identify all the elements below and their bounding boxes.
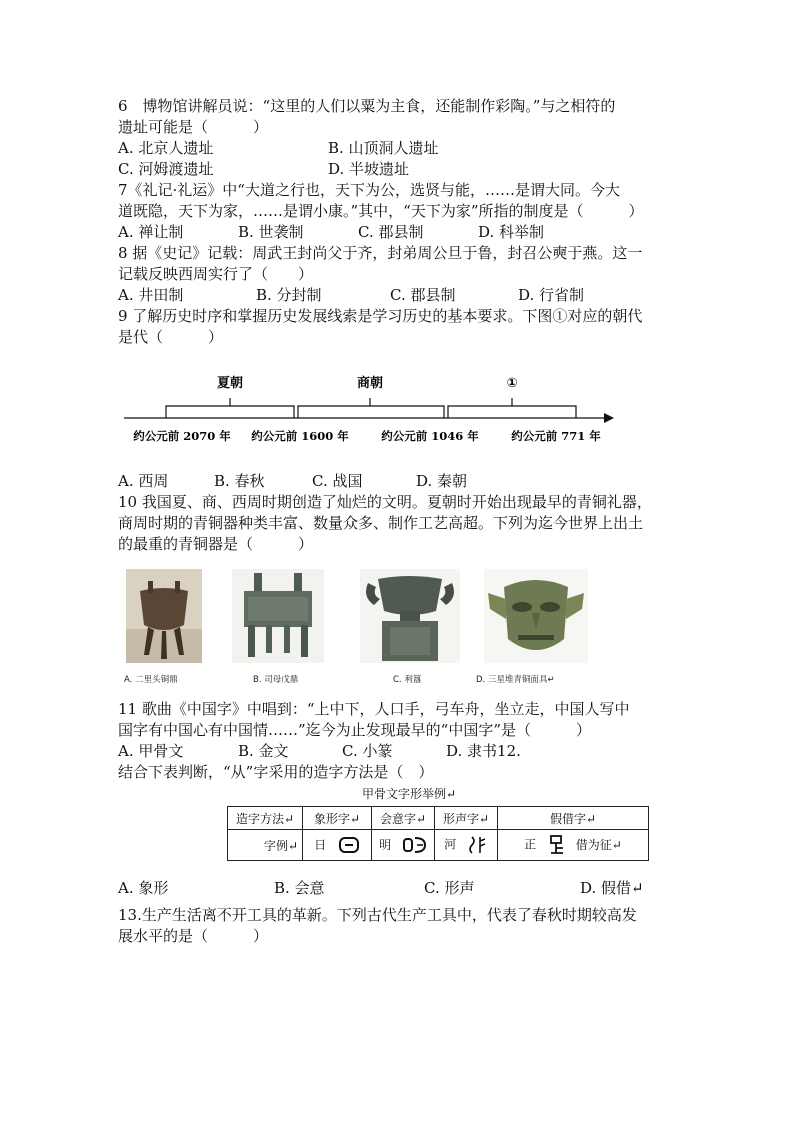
q8-stem-line1: 8 据《史记》记载：周武王封尚父于齐，封弟周公旦于鲁，封召公奭于燕。这一	[118, 244, 643, 262]
q6-option-d: D. 半坡遗址	[328, 160, 410, 178]
header-phonogram: 形声字↵	[435, 807, 498, 830]
q11-option-b: B. 金文	[238, 742, 289, 760]
q8-option-c: C. 郡县制	[390, 286, 456, 304]
q8-option-d: D. 行省制	[518, 286, 585, 304]
q12-stem: 结合下表判断，“从”字采用的造字方法是（ ）	[118, 763, 434, 781]
q6-stem-line2: 遗址可能是（ ）	[118, 118, 269, 136]
q12-option-c: C. 形声	[424, 879, 475, 897]
header-method: 造字方法↵	[228, 807, 303, 830]
q6-option-a: A. 北京人遗址	[118, 139, 214, 157]
q9-option-b: B. 春秋	[214, 472, 265, 490]
caption-b: B. 司母戊鼎	[253, 675, 299, 685]
q6-option-c: C. 河姆渡遗址	[118, 160, 214, 178]
timeline-date-1600: 约公元前 1600 年	[251, 429, 349, 443]
li-gui-image	[360, 569, 460, 663]
q9-option-a: A. 西周	[118, 472, 169, 490]
q8-option-a: A. 井田制	[118, 286, 184, 304]
dynasty-timeline	[118, 368, 628, 448]
q11-stem-line2: 国字有中国心有中国情……”迄今为止发现最早的“中国字”是（ ）	[118, 721, 592, 739]
q13-stem-line1: 13.生产生活离不开工具的革新。下列古代生产工具中，代表了春秋时期较高发	[118, 906, 637, 924]
erlitou-bronze-ding-image	[126, 569, 202, 663]
q6-stem-line1: 6 博物馆讲解员说：“这里的人们以粟为主食，还能制作彩陶。”与之相符的	[118, 97, 616, 115]
row-label: 字例↵	[228, 830, 303, 861]
example-ri-cell	[303, 830, 372, 861]
header-ideograph: 会意字↵	[372, 807, 435, 830]
sanxingdui-bronze-mask-image	[484, 569, 588, 663]
q13-stem-line2: 展水平的是（ ）	[118, 927, 269, 945]
q8-stem-line2: 记载反映西周实行了（ ）	[118, 265, 314, 283]
q9-stem-line1: 9 了解历史时序和掌握历史发展线索是学习历史的基本要求。下图①对应的朝代	[118, 307, 643, 325]
bracket-xia	[166, 406, 294, 418]
timeline-date-2070: 约公元前 2070 年	[133, 429, 231, 443]
q9-option-c: C. 战国	[312, 472, 363, 490]
header-pictograph: 象形字↵	[303, 807, 372, 830]
caption-a: A. 二里头铜鼎	[124, 675, 178, 685]
oracle-ming-glyph	[403, 836, 427, 854]
q11-option-c: C. 小篆	[342, 742, 393, 760]
timeline-dynasty-unknown: ①	[506, 376, 518, 391]
oracle-zheng-glyph	[548, 835, 566, 855]
oracle-bone-table	[227, 806, 649, 861]
example-ming-cell	[372, 830, 435, 861]
table-title: 甲骨文字形举例↵	[362, 787, 457, 801]
q12-option-a: A. 象形	[118, 879, 169, 897]
q10-stem-line3: 的最重的青铜器是（ ）	[118, 535, 314, 553]
timeline-date-1046: 约公元前 1046 年	[381, 429, 479, 443]
example-loan-text: 借为征↵	[575, 837, 622, 852]
bracket-unknown	[448, 406, 576, 418]
q9-stem-line2: 是代（ ）	[118, 328, 224, 346]
example-zheng-char: 正	[524, 837, 537, 852]
example-he-cell	[435, 830, 498, 861]
caption-d: D. 三星堆青铜面具↵	[476, 675, 555, 685]
timeline-dynasty-shang: 商朝	[356, 376, 384, 391]
timeline-date-771: 约公元前 771 年	[511, 429, 601, 443]
q8-option-b: B. 分封制	[256, 286, 322, 304]
example-he-char: 河	[444, 837, 457, 852]
q7-stem-line1: 7《礼记·礼运》中“大道之行也，天下为公，选贤与能，……是谓大同。今大	[118, 181, 620, 199]
example-loan-cell	[498, 830, 649, 861]
q12-option-b: B. 会意	[274, 879, 325, 897]
q11-option-d: D. 隶书12.	[446, 742, 521, 760]
q7-option-b: B. 世袭制	[238, 223, 304, 241]
oracle-sun-glyph	[338, 836, 360, 854]
oracle-he-glyph	[468, 835, 488, 855]
example-ming-char: 明	[379, 837, 392, 852]
example-ri-char: 日	[314, 837, 327, 852]
q12-option-d: D. 假借↵	[580, 879, 644, 897]
header-loan: 假借字↵	[498, 807, 649, 830]
q7-option-c: C. 郡县制	[358, 223, 424, 241]
timeline-dynasty-xia: 夏朝	[216, 376, 244, 391]
q6-option-b: B. 山顶洞人遗址	[328, 139, 439, 157]
q7-option-d: D. 科举制	[478, 223, 545, 241]
q7-option-a: A. 禅让制	[118, 223, 184, 241]
q9-option-d: D. 秦朝	[416, 472, 468, 490]
simuwu-ding-image	[232, 569, 324, 663]
timeline-arrowhead	[604, 413, 614, 423]
q11-stem-line1: 11 歌曲《中国字》中唱到：“上中下，人口手，弓车舟，坐立走，中国人写中	[118, 700, 630, 718]
q10-stem-line1: 10 我国夏、商、西周时期创造了灿烂的文明。夏朝时开始出现最早的青铜礼器，	[118, 493, 652, 511]
q10-stem-line2: 商周时期的青铜器种类丰富、数量众多、制作工艺高超。下列为迄今世界上出土	[118, 514, 644, 532]
bracket-shang	[298, 406, 444, 418]
q11-option-a: A. 甲骨文	[118, 742, 184, 760]
caption-c: C. 利簋	[393, 675, 422, 685]
q7-stem-line2: 道既隐，天下为家，……是谓小康。”其中，“天下为家”所指的制度是（ ）	[118, 202, 644, 220]
